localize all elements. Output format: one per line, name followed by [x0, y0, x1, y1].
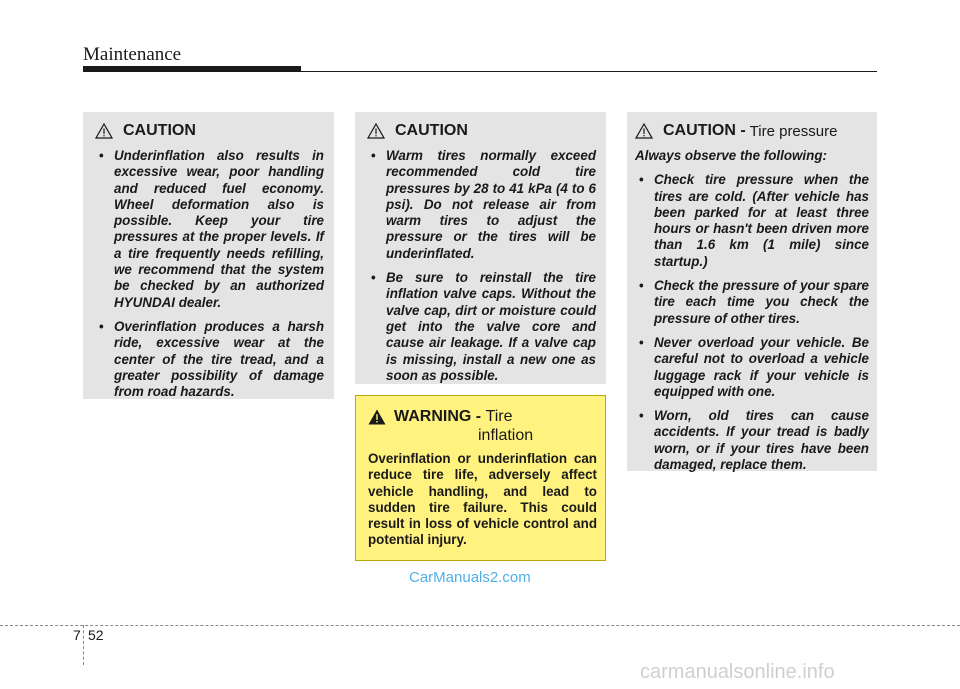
caution-item: • Overinflation produces a harsh ride, excessive wear at the center of the tire tread, and a greater possibility of damage from road hazards. — [95, 319, 324, 400]
watermark-link[interactable]: CarManuals2.com — [409, 569, 531, 586]
caution-list — [95, 148, 324, 400]
warning-subtitle-row — [368, 427, 597, 445]
warning-text: Overinflation or underinflation can reduce tire life, adversely affect vehicle handling, and lead to sudden tire failure. This could result in loss of vehicle control and potential injury. — [368, 451, 597, 548]
chapter-number: 7 — [73, 627, 81, 643]
caution-title-text: CAUTION — [395, 122, 468, 139]
warning-title-group — [394, 408, 513, 426]
footer-rule — [0, 625, 960, 626]
page-number: 52 — [88, 627, 104, 643]
caution-title — [95, 122, 324, 140]
page-section-title: Maintenance — [83, 44, 182, 65]
warning-subtitle-line2: inflation — [478, 427, 534, 444]
caution-title-text: CAUTION — [123, 122, 196, 139]
caution-item: • Check tire pressure when the tires are cold. (After vehicle has been parked for at least three hours or hasn't been driven more than 1.6 km (1 mile) since startup.) — [635, 172, 869, 270]
warning-subtitle-line1: Tire — [485, 408, 513, 425]
caution-title — [635, 122, 869, 140]
caution-box-underinflation — [83, 112, 334, 399]
caution-subtitle: Tire pressure — [749, 122, 838, 140]
caution-item: • Never overload your vehicle. Be careful not to overload a vehicle luggage rack if your vehicle is equipped with one. — [635, 335, 869, 400]
footer-divider — [83, 625, 84, 665]
site-watermark: carmanualsonline.info — [640, 661, 835, 683]
caution-item: • Be sure to reinstall the tire inflation valve caps. Without the valve cap, dirt or moisture could get into the valve core and cause air leakage. If a valve cap is missing, install a new one as soon as possible. — [367, 270, 596, 384]
caution-box-tire-pressure — [627, 112, 877, 471]
caution-triangle-icon — [95, 123, 113, 139]
caution-item: • Check the pressure of your spare tire each time you check the pressure of other tires. — [635, 278, 869, 327]
caution-triangle-icon — [635, 123, 653, 139]
caution-triangle-icon — [367, 123, 385, 139]
caution-list — [635, 172, 869, 473]
warning-title — [368, 408, 597, 426]
caution-item: • Worn, old tires can cause accidents. If your tread is badly worn, or if your tires have been damaged, replace them. — [635, 408, 869, 473]
caution-item: • Underinflation also results in excessive wear, poor handling and reduced fuel economy. Wheel deformation also is possible. Keep your tire pressures at the proper levels. If a tire frequently needs refilling, we recommend that the system be checked by an authorized HYUNDAI dealer. — [95, 148, 324, 311]
caution-box-warm-tires — [355, 112, 606, 384]
warning-title-text: WARNING - — [394, 408, 482, 425]
warning-triangle-icon — [368, 409, 386, 425]
caution-item: • Warm tires normally exceed recommended cold tire pressures by 28 to 41 kPa (4 to 6 psi). Do not release air from warm tires to adjust the pressure or the tires will be underinflated. — [367, 148, 596, 262]
caution-title — [367, 122, 596, 140]
header-rule — [301, 71, 877, 72]
warning-box-tire-inflation — [355, 395, 606, 561]
header-bar — [83, 66, 301, 72]
caution-list — [367, 148, 596, 384]
caution-title-text: CAUTION - — [663, 122, 746, 139]
caution-intro: Always observe the following: — [635, 148, 827, 163]
